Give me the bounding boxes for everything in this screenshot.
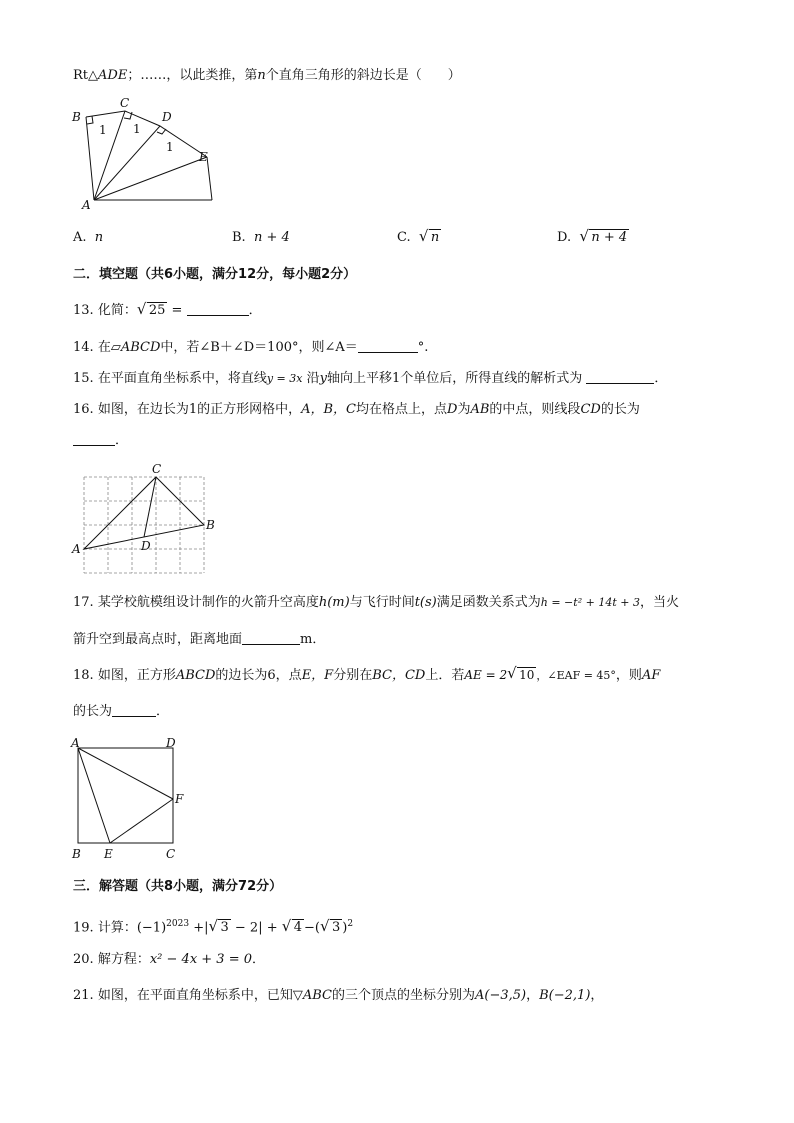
q21-point-a: A(−3,5): [475, 988, 527, 1003]
q18-text-d: 上．若: [425, 668, 465, 683]
q17: [73, 593, 679, 613]
q12-option-a[interactable]: [73, 228, 103, 248]
q14-text-a: 在: [97, 340, 111, 355]
q15-text-b: 沿: [306, 371, 320, 386]
q14: [73, 338, 428, 358]
q15-number: 15.: [73, 371, 94, 386]
q18-shape: ABCD: [175, 668, 216, 683]
q18-line2-text: 的长为: [73, 704, 113, 719]
q21-triangle: ▽ABC: [292, 988, 332, 1003]
option-d-value: n + 4: [591, 230, 628, 245]
q16-text-d: 的中点，则线段: [489, 402, 581, 417]
q18-ae-radicand: 10: [519, 668, 535, 682]
q19-radical-3: √ 3: [320, 917, 341, 936]
option-c-radical: √ n: [418, 227, 440, 245]
q16-label-b: B: [206, 518, 215, 532]
q16-label-d: D: [141, 539, 151, 553]
q20-number: 20.: [73, 952, 94, 967]
q19-radicand-2: 4: [293, 920, 303, 936]
q12-label-b: B: [72, 110, 81, 124]
q21-number: 21.: [73, 988, 94, 1003]
q17-answer-blank[interactable]: [242, 630, 300, 645]
q17-line2: [73, 630, 325, 650]
q17-height-unit: h(m): [318, 595, 350, 610]
q12-option-c[interactable]: [397, 228, 441, 248]
section-2-title: 二．填空题（共6小题，满分12分，每小题2分）: [73, 267, 357, 282]
q12-side-1a: 1: [99, 123, 107, 137]
q13-equals: =: [171, 303, 183, 318]
q20: [73, 950, 265, 970]
q18-ae-lhs: AE = 2: [464, 668, 508, 682]
q18-segment-af: AF: [641, 668, 661, 683]
q18-points: E，F: [301, 668, 334, 683]
q16: [73, 400, 640, 420]
q16-figure: [70, 460, 220, 578]
option-c-letter: C.: [397, 230, 411, 245]
q16-points: A，B，C: [301, 402, 356, 417]
option-c-value: n: [430, 230, 440, 245]
q19-radicand-1: 3: [220, 920, 229, 936]
q16-number: 16.: [73, 402, 94, 417]
q19-radicand-3: 3: [332, 920, 341, 936]
q16-line2: [73, 431, 128, 451]
q13-end: ．: [248, 303, 262, 318]
q16-segment-cd: CD: [580, 402, 601, 417]
q16-label-a: A: [72, 542, 81, 556]
q19-number: 19.: [73, 920, 94, 936]
q12-var-n: n: [257, 68, 266, 83]
q14-number: 14.: [73, 340, 94, 355]
q17-text-d: ，当火: [639, 595, 679, 610]
q16-label-c: C: [152, 462, 162, 476]
q18-end: ．: [156, 704, 170, 719]
option-d-radical: √ n + 4: [579, 227, 628, 245]
q16-segment-ab: AB: [470, 402, 490, 417]
q21-end: ，: [590, 988, 604, 1003]
q19-radical-1: √ 3: [208, 917, 229, 936]
q15-end: ．: [654, 371, 668, 386]
q17-time-unit: t(s): [414, 595, 437, 610]
option-d-letter: D.: [557, 230, 572, 245]
q18-text-c: 分别在: [333, 668, 373, 683]
q15: [73, 369, 667, 389]
q19-expr-a: (−1): [136, 920, 167, 936]
q15-answer-blank[interactable]: [586, 369, 654, 384]
q12-stem: [73, 66, 461, 86]
q13-radical: √ 25: [136, 300, 166, 318]
q19-exponent-1: 2023: [166, 919, 190, 929]
q18-angle: ，∠EAF = 45°: [536, 669, 616, 682]
q21-separator: ，: [526, 988, 540, 1003]
q16-answer-blank[interactable]: [73, 431, 115, 446]
q17-formula: h = −t² + 14t + 3: [540, 596, 640, 609]
q13: [73, 301, 262, 321]
q14-shape: ABCD: [120, 340, 161, 355]
q12-side-1c: 1: [166, 140, 174, 154]
q17-text-a: 某学校航模组设计制作的火箭升空高度: [97, 595, 319, 610]
q19-expr-c: − 2| +: [234, 920, 278, 936]
q16-text-c: 为: [457, 402, 471, 417]
q19-text: 计算：: [97, 920, 137, 936]
q19-expr-b: +|: [193, 920, 209, 936]
section-3-title: 三．解答题（共8小题，满分72分）: [73, 879, 283, 894]
q19-exponent-2: 2: [347, 919, 354, 929]
q17-line2-text: 箭升空到最高点时，距离地面: [73, 632, 243, 647]
q18-ae-radical: √ 10: [507, 664, 535, 682]
q19-expr-e: ): [342, 920, 348, 936]
q21-text-a: 如图，在平面直角坐标系中，已知: [97, 988, 293, 1003]
q17-text-b: 与飞行时间: [349, 595, 415, 610]
q15-axis: y: [319, 371, 327, 386]
q17-number: 17.: [73, 595, 94, 610]
q12-label-a: A: [82, 198, 91, 212]
q18-text-a: 如图，正方形: [97, 668, 176, 683]
q16-point-d: D: [447, 402, 458, 417]
q14-end: °.: [417, 340, 429, 355]
q12-label-c: C: [120, 96, 130, 110]
q12-stem-end: 个直角三角形的斜边长是（ ）: [265, 68, 461, 83]
q18-number: 18.: [73, 668, 94, 683]
q18-label-d: D: [166, 736, 176, 750]
q20-end: ．: [252, 952, 266, 967]
q17-text-c: 满足函数关系式为: [436, 595, 541, 610]
q12-option-d[interactable]: [557, 228, 629, 248]
q12-side-1b: 1: [133, 122, 141, 136]
q18-label-f: F: [175, 792, 184, 806]
q18-text-b: 的边长为6，点: [215, 668, 302, 683]
q21-point-b: B(−2,1): [539, 988, 591, 1003]
q15-text-c: 轴向上平移1个单位后，所得直线的解析式为: [327, 371, 583, 386]
q20-equation: x² − 4x + 3 = 0: [149, 952, 253, 967]
q21-text-b: 的三个顶点的坐标分别为: [331, 988, 475, 1003]
q12-rt-prefix: Rt△: [73, 68, 99, 83]
q21: [73, 986, 603, 1006]
q17-unit: m．: [300, 632, 326, 647]
q12-stem-mid: ；……，以此类推，第: [127, 68, 258, 83]
q18-sides: BC，CD: [372, 668, 426, 683]
q18-label-a: A: [71, 736, 80, 750]
q12-option-b[interactable]: [232, 228, 290, 248]
q12-label-d: D: [162, 110, 172, 124]
q19-expr-d: −(: [304, 920, 320, 936]
q18: [73, 665, 660, 686]
q18-label-e: E: [104, 847, 113, 861]
q12-figure: [70, 95, 230, 210]
q12-label-e: E: [199, 150, 208, 164]
q16-text-e: 的长为: [600, 402, 640, 417]
q16-text-a: 如图，在边长为1的正方形网格中，: [97, 402, 302, 417]
q20-text: 解方程：: [97, 952, 150, 967]
q19: [73, 914, 353, 938]
q16-text-b: 均在格点上，点: [356, 402, 448, 417]
q14-text-b: 中，若∠B＋∠D＝100°，则∠A＝: [160, 340, 358, 355]
option-b-letter: B.: [232, 230, 246, 245]
q18-line2: [73, 702, 169, 722]
q16-end: ．: [115, 433, 129, 448]
q15-text-a: 在平面直角坐标系中，将直线: [97, 371, 267, 386]
q13-number: 13.: [73, 303, 94, 318]
q18-text-e: ，则: [615, 668, 642, 683]
q13-answer-blank[interactable]: [187, 301, 249, 316]
q15-line-equation: y = 3x: [266, 372, 303, 385]
q18-label-c: C: [166, 847, 176, 861]
q12-triangle-name: ADE: [98, 68, 128, 83]
option-b-value: n + 4: [253, 230, 290, 245]
option-a-value: n: [94, 230, 104, 245]
q18-figure: [68, 734, 198, 864]
option-a-letter: A.: [73, 230, 87, 245]
q13-radicand: 25: [148, 303, 166, 318]
q14-answer-blank[interactable]: [358, 338, 418, 353]
q14-parallelogram-symbol: ▱: [110, 340, 121, 355]
q19-radical-2: √ 4: [281, 917, 303, 936]
q18-answer-blank[interactable]: [112, 702, 156, 717]
q13-text: 化简：: [97, 303, 137, 318]
q18-label-b: B: [72, 847, 81, 861]
